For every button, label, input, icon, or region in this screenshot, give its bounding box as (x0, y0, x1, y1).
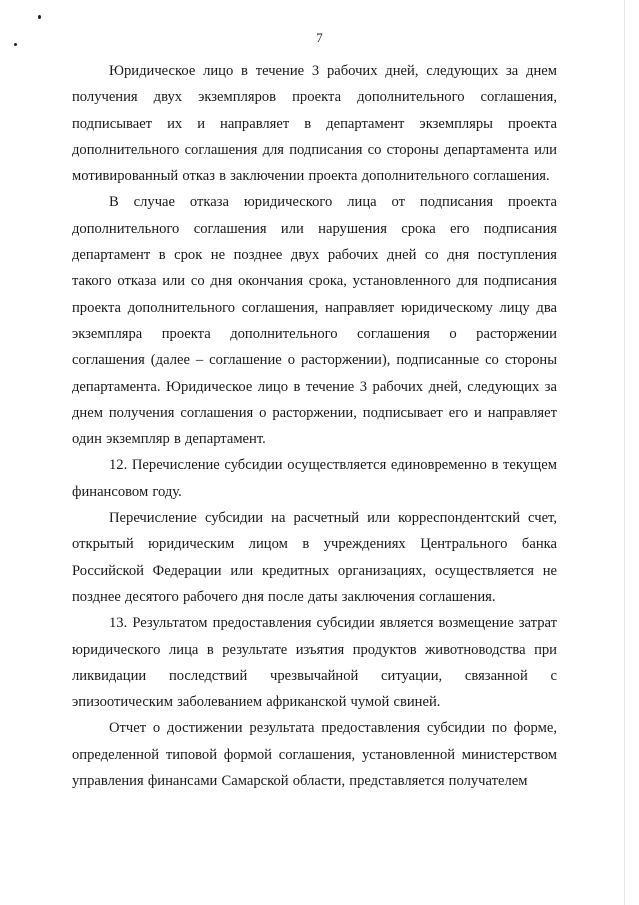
paragraph-item-12-transfer: 12. Перечисление субсидии осуществляется единовременно в текущем финансовом году. (72, 457, 557, 500)
page-number: 7 (316, 30, 323, 45)
document-body (72, 58, 557, 794)
paragraph-item-13-result: 13. Результатом предоставления субсидии является возмещение затрат юридического лица в результате изъятия продуктов животноводства при ликвидации последствий чрезвычайной ситуации, связанной с эпизоотическим заболеванием африканской чумой свиней. (72, 615, 557, 711)
scan-speck (38, 15, 41, 19)
paragraph-refusal-termination: В случае отказа юридического лица от подписания проекта дополнительного соглашения или нарушения срока его подписания департамент в срок не позднее двух рабочих дней со дня поступления такого отказа или со дня окончания срока, установленного для подписания проекта дополнительного соглашения, направляет юридическому лицу два экземпляра проекта дополнительного соглашения о расторжении соглашения (далее – соглашение о расторжении), подписанные со стороны департамента. Юридическое лицо в течение 3 рабочих дней, следующих за днем получения соглашения о расторжении, подписывает его и направляет один экземпляр в департамент. (72, 194, 557, 448)
paragraph-transfer-account: Перечисление субсидии на расчетный или корреспондентский счет, открытый юридическим лицом в учреждениях Центрального банка Российской Федерации или кредитных организациях, осуществляется не позднее десятого рабочего дня после даты заключения соглашения. (72, 510, 557, 605)
paragraph-report: Отчет о достижении результата предоставления субсидии по форме, определенной типовой формой соглашения, установленной министерством управления финансами Самарской области, представляется получателем (72, 720, 557, 790)
paragraph-additional-agreement-signing: Юридическое лицо в течение 3 рабочих дней, следующих за днем получения двух экземпляров проекта дополнительного соглашения, подписывает их и направляет в департамент экземпляры проекта дополнительного соглашения для подписания со стороны департамента или мотивированный отказ в заключении проекта дополнительного соглашения. (72, 63, 557, 185)
scan-edge-line (624, 0, 625, 905)
